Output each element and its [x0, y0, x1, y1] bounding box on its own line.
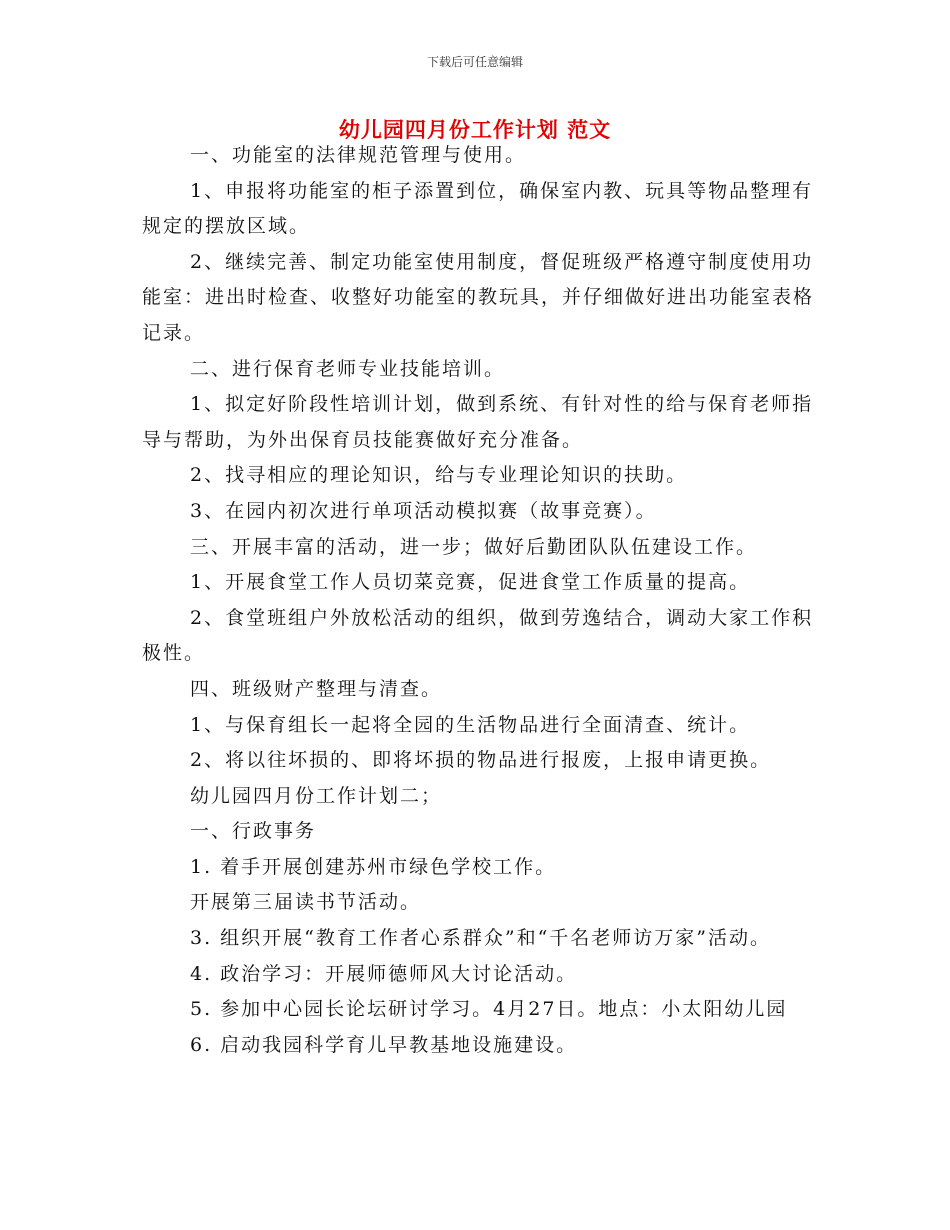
paragraph: 2、将以往坏损的、即将坏损的物品进行报废，上报申请更换。	[190, 749, 772, 772]
paragraph: 2、继续完善、制定功能室使用制度，督促班级严格遵守制度使用功能室：进出时检查、收整好功能室的教玩具，并仔细做好进出功能室表格记录。	[142, 250, 815, 344]
paragraph: 6. 启动我园科学育儿早教基地设施建设。	[190, 1033, 578, 1056]
paragraph: 4. 政治学习：开展师德师风大讨论活动。	[190, 962, 578, 985]
paragraph: 1、开展食堂工作人员切菜竞赛，促进食堂工作质量的提高。	[190, 571, 751, 594]
paragraph: 1、申报将功能室的柜子添置到位，确保室内教、玩具等物品整理有规定的摆放区域。	[142, 179, 814, 238]
paragraph: 一、行政事务	[190, 820, 317, 843]
paragraph: 一、功能室的法律规范管理与使用。	[190, 144, 527, 166]
paragraph: 幼儿园四月份工作计划二；	[190, 784, 443, 807]
page-header-note: 下载后可任意编辑	[426, 55, 523, 69]
paragraph: 1. 着手开展创建苏州市绿色学校工作。	[190, 855, 557, 878]
paragraph: 5. 参加中心园长论坛研讨学习。4月27日。地点：小太阳幼儿园	[190, 998, 788, 1021]
paragraph: 四、班级财产整理与清查。	[190, 677, 443, 700]
paragraph: 1、与保育组长一起将全园的生活物品进行全面清查、统计。	[190, 713, 751, 736]
document-body	[142, 138, 822, 1063]
paragraph: 2、食堂班组户外放松活动的组织，做到劳逸结合，调动大家工作积极性。	[142, 606, 814, 665]
paragraph: 1、拟定好阶段性培训计划，做到系统、有针对性的给与保育老师指导与帮助，为外出保育员技能赛做好充分准备。	[142, 393, 814, 451]
paragraph: 2、找寻相应的理论知识，给与专业理论知识的扶助。	[190, 464, 688, 487]
paragraph: 开展第三届读书节活动。	[190, 891, 422, 914]
paragraph: 3、在园内初次进行单项活动模拟赛（故事竞赛）。	[190, 499, 657, 522]
paragraph: 二、进行保育老师专业技能培训。	[190, 357, 506, 380]
paragraph: 3. 组织开展“教育工作者心系群众”和“千名老师访万家”活动。	[190, 927, 772, 950]
document-title: 幼儿园四月份工作计划 范文	[338, 118, 612, 142]
paragraph: 三、开展丰富的活动，进一步；做好后勤团队队伍建设工作。	[190, 535, 758, 558]
